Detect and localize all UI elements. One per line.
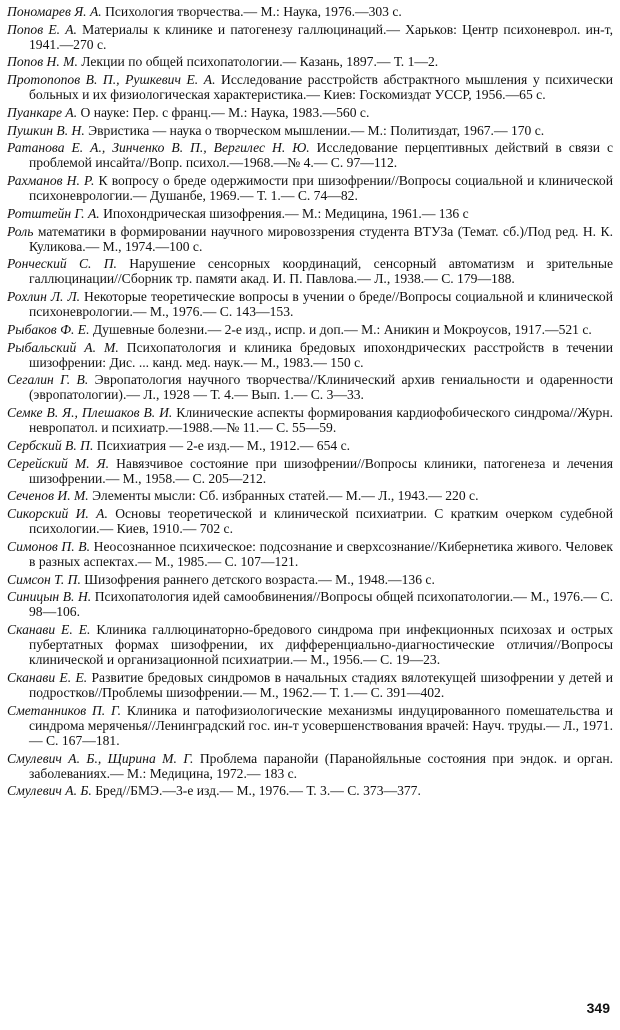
entry-text: Психология творчества.— М.: Наука, 1976.—303 с.: [101, 4, 402, 19]
bibliography-entry: [7, 751, 613, 781]
entry-text: Исследование перцептивных действий в связи с проблемой инсайта//Вопр. психол.—1968.—№ 4.— С. 97—112.: [29, 140, 613, 171]
entry-text: Основы теоретической и клинической психиатрии. С кратким очерком судебной психологии.— Киев, 1910.— 702 с.: [29, 506, 614, 537]
bibliography-entry: [7, 589, 613, 619]
entry-text: Психопатология и клиника бредовых ипохондрических расстройств в течении шизофрении: Дис. ... канд. мед. наук.— М., 1983.— 150 с.: [29, 339, 613, 370]
bibliography-entry: [7, 506, 613, 536]
entry-author: Сметанников П. Г.: [7, 702, 122, 718]
entry-author: Смулевич А. Б.: [7, 783, 92, 799]
bibliography-entry: [7, 322, 613, 337]
bibliography-entry: [7, 488, 613, 503]
entry-author: Смулевич А. Б., Щирина М. Г.: [7, 750, 194, 766]
bibliography-entry: [7, 256, 613, 286]
entry-text: Неосознанное психическое: подсознание и сверхсознание//Кибернетика живого. Человек в разных аспектах.— М., 1985.— С. 107—121.: [29, 538, 613, 569]
entry-author: Роль: [7, 223, 34, 239]
bibliography-entry: [7, 173, 613, 203]
entry-author: Рохлин Л. Л.: [7, 289, 81, 305]
entry-text: Развитие бредовых синдромов в начальных стадиях вялотекущей шизофрении у детей и подростков//Проблемы шизофрении.— М., 1962.— Т. 1.— С. 391—402.: [29, 670, 613, 701]
entry-author: Ронческий С. П.: [7, 256, 117, 272]
bibliography-entry: [7, 289, 613, 319]
entry-text: Некоторые теоретические вопросы в учении о бреде//Вопросы социальной и клинической психоневрологии.— М., 1976.— С. 143—153.: [29, 289, 613, 320]
entry-text: Материалы к клинике и патогенезу галлюцинаций.— Харьков: Центр психоневрол. ин-т, 1941.—270 с.: [29, 21, 613, 52]
entry-author: Ратанова Е. А., Зинченко В. П., Вергилес Н. Ю.: [7, 140, 310, 156]
entry-text: Клиника галлюцинаторно-бредового синдрома при инфекционных психозах и острых пубертатных формах шизофрении, их дифференциально-диагностические отличия//Вопросы клинической и организационной психиатрии.— М., 1956.— С. 19—23.: [29, 622, 614, 668]
bibliography-entry: [7, 670, 613, 700]
bibliography-entry: [7, 224, 613, 254]
entry-author: Симсон Т. П.: [7, 571, 81, 587]
entry-author: Рахманов Н. Р.: [7, 173, 95, 189]
entry-text: Навязчивое состояние при шизофрении//Вопросы клиники, патогенеза и лечения шизофрении.— М., 1958.— С. 205—212.: [29, 455, 613, 486]
entry-author: Рыбаков Ф. Е.: [7, 321, 90, 337]
entry-text: Проблема паранойи (Паранойяльные состояния при эндок. и орган. заболеваниях.— М.: Медицина, 1972.— 183 с.: [29, 750, 613, 781]
bibliography-entry: [7, 703, 613, 748]
bibliography-entry: [7, 372, 613, 402]
entry-text: Эвропатология научного творчества//Клинический архив гениальности и одаренности (эвропатологии).— Л., 1928 — Т. 4.— Вып. 1.— С. 3—33.: [29, 372, 613, 403]
entry-author: Серейский М. Я.: [7, 455, 110, 471]
entry-author: Пономарев Я. А.: [7, 4, 102, 19]
entry-text: Клинические аспекты формирования кардиофобического синдрома//Журн. невропатол. и психиатр.—1988.—№ 11.— С. 55—59.: [29, 405, 613, 436]
entry-author: Рыбальский А. М.: [7, 339, 119, 355]
entry-author: Синицын В. Н.: [7, 589, 92, 605]
bibliography-entry: [7, 438, 613, 453]
bibliography-entry: [7, 54, 613, 69]
bibliography-entry: [7, 572, 613, 587]
bibliography-entry: [7, 456, 613, 486]
bibliography-entry: [7, 405, 613, 435]
entry-text: Психопатология идей самообвинения//Вопросы общей психопатологии.— М., 1976.— С. 98—106.: [29, 589, 613, 620]
bibliography-entry: [7, 4, 613, 19]
bibliography-entry: [7, 105, 613, 120]
entry-text: Исследование расстройств абстрактного мышления у психически больных и их физиологическая характеристика.— Киев: Госкомиздат УССР, 1956.—65 с.: [29, 72, 613, 103]
bibliography-entry: [7, 340, 613, 370]
entry-author: Сканави Е. Е.: [7, 622, 91, 638]
entry-text: Элементы мысли: Сб. избранных статей.— М.— Л., 1943.— 220 с.: [88, 488, 479, 504]
entry-text: Эвристика — наука о творческом мышлении.— М.: Политиздат, 1967.— 170 с.: [84, 122, 545, 138]
bibliography-entry: [7, 140, 613, 170]
entry-text: Бред//БМЭ.—3-е изд.— М., 1976.— Т. 3.— С. 373—377.: [91, 783, 421, 799]
entry-text: Ипохондрическая шизофрения.— М.: Медицина, 1961.— 136 с: [99, 205, 469, 221]
entry-author: Сегалин Г. В.: [7, 372, 89, 388]
entry-text: Лекции по общей психопатологии.— Казань, 1897.— Т. 1—2.: [77, 54, 439, 70]
entry-text: О науке: Пер. с франц.— М.: Наука, 1983.—560 с.: [77, 104, 370, 120]
entry-text: Нарушение сенсорных координаций, сенсорный автоматизм и зрительные галлюцинации//Сборник тр. памяти акад. И. П. Павлова.— Л., 1938.— С. 179—188.: [29, 256, 614, 287]
bibliography-entry: [7, 72, 613, 102]
entry-author: Пушкин В. Н.: [7, 122, 85, 138]
entry-author: Ротштейн Г. А.: [7, 205, 100, 221]
bibliography-entry: [7, 622, 613, 667]
bibliography-list: [7, 4, 613, 801]
entry-text: Шизофрения раннего детского возраста.— М., 1948.—136 с.: [80, 571, 435, 587]
entry-text: математики в формировании научного мировоззрения студента ВТУЗа (Темат. сб.)/Под ред. Н. К. Куликова.— М., 1974.—100 с.: [29, 223, 613, 254]
entry-text: Психиатрия — 2-е изд.— М., 1912.— 654 с.: [93, 437, 351, 453]
entry-author: Сербский В. П.: [7, 437, 94, 453]
entry-author: Семке В. Я., Плешаков В. И.: [7, 405, 173, 421]
entry-author: Попов Н. М.: [7, 54, 78, 70]
bibliography-entry: [7, 123, 613, 138]
entry-text: К вопросу о бреде одержимости при шизофрении//Вопросы социальной и клинической психоневрологии.— Душанбе, 1969.— Т. 1.— С. 74—82.: [29, 173, 613, 204]
entry-author: Сеченов И. М.: [7, 488, 89, 504]
entry-author: Сикорский И. А.: [7, 506, 108, 522]
entry-author: Протопопов В. П., Рушкевич Е. А.: [7, 72, 216, 88]
bibliography-entry: [7, 22, 613, 52]
entry-author: Попов Е. А.: [7, 21, 77, 37]
bibliography-entry: [7, 206, 613, 221]
bibliography-entry: [7, 539, 613, 569]
bibliography-entry: [7, 783, 613, 798]
entry-author: Сканави Е. Е.: [7, 670, 88, 685]
page-number: 349: [586, 1000, 610, 1016]
entry-text: Клиника и патофизиологические механизмы индуцированного помешательства и синдрома меряченья//Ленинградский гос. ин-т усовершенствования врачей: Науч. труды.— Л., 1971.— С. 167—181.: [29, 702, 614, 748]
entry-author: Пуанкаре А.: [7, 104, 78, 120]
entry-text: Душевные болезни.— 2-е изд., испр. и доп.— М.: Аникин и Мокроусов, 1917.—521 с.: [89, 321, 592, 337]
entry-author: Симонов П. В.: [7, 538, 91, 554]
